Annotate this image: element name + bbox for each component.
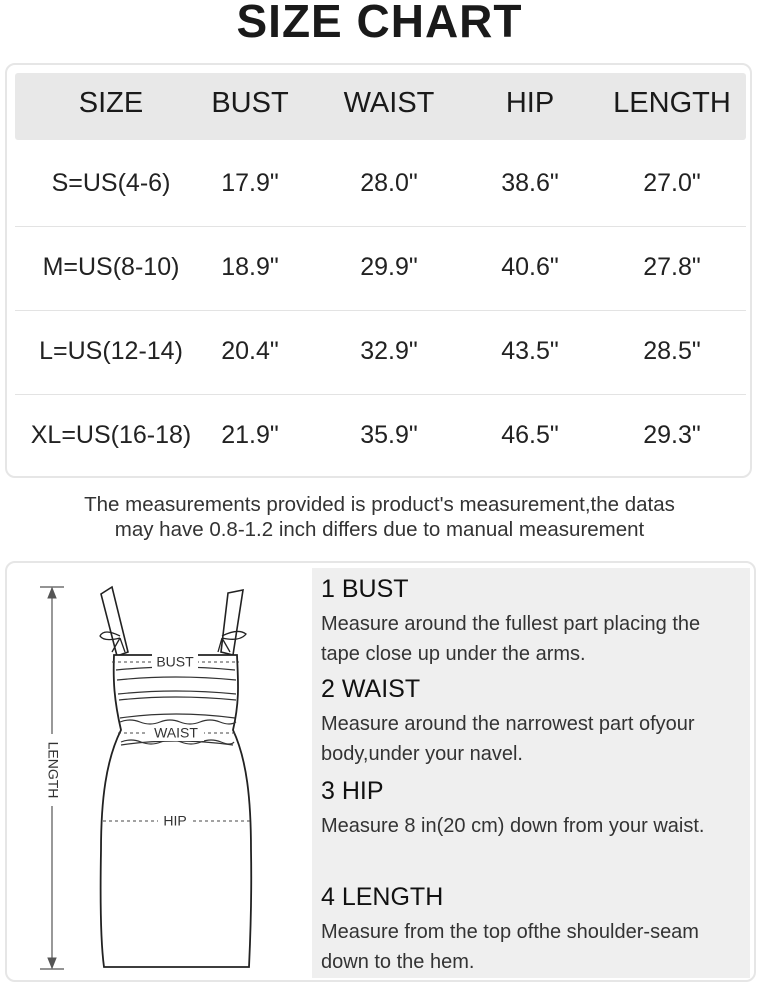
header-bust: BUST (211, 87, 289, 119)
bust-cell: 20.4" (221, 337, 279, 365)
hip-label: HIP (163, 812, 187, 829)
measurement-instructions (312, 568, 750, 978)
bust-instruction (321, 574, 741, 669)
bust-label: BUST (156, 653, 194, 670)
length-cell: 28.5" (643, 337, 701, 365)
waist-label: WAIST (154, 724, 198, 741)
hip-cell: 38.6" (501, 169, 559, 197)
header-size: SIZE (78, 87, 144, 119)
length-cell: 29.3" (643, 421, 701, 449)
size-cell: L=US(12-14) (39, 337, 183, 365)
length-label: LENGTH (45, 741, 62, 799)
hip-instruction (321, 776, 741, 841)
bust-cell: 17.9" (221, 169, 279, 197)
header-hip: HIP (505, 87, 555, 119)
size-cell: XL=US(16-18) (30, 421, 192, 449)
bow-icon (100, 631, 246, 652)
length-instruction (321, 882, 741, 977)
hip-text: Measure 8 in(20 cm) down from your waist. (321, 815, 705, 837)
bust-heading: 1 BUST (321, 575, 409, 603)
waist-text: Measure around the narrowest part ofyour body,under your navel. (321, 713, 695, 765)
hip-cell: 43.5" (501, 337, 559, 365)
header-waist: WAIST (343, 87, 435, 119)
bust-text: Measure around the fullest part placing the tape close up under the arms. (321, 613, 701, 665)
length-heading: 4 LENGTH (321, 883, 444, 911)
waist-cell: 35.9" (360, 421, 418, 449)
length-text: Measure from the top ofthe shoulder-seam down to the hem. (321, 921, 699, 973)
hip-heading: 3 HIP (321, 777, 384, 805)
dress-outline (101, 655, 252, 967)
waist-heading: 2 WAIST (321, 675, 421, 703)
hip-cell: 46.5" (501, 421, 559, 449)
waist-instruction (321, 674, 741, 769)
length-cell: 27.8" (643, 253, 701, 281)
size-cell: M=US(8-10) (42, 253, 180, 281)
dress-diagram (0, 0, 312, 989)
waist-cell: 32.9" (360, 337, 418, 365)
waist-cell: 29.9" (360, 253, 418, 281)
page-title: SIZE CHART (236, 0, 523, 47)
header-length: LENGTH (613, 87, 731, 119)
hip-cell: 40.6" (501, 253, 559, 281)
size-cell: S=US(4-6) (51, 169, 171, 197)
waist-cell: 28.0" (360, 169, 418, 197)
bust-cell: 18.9" (221, 253, 279, 281)
note-line-2: may have 0.8-1.2 inch differs due to manual measurement (114, 518, 645, 541)
length-cell: 27.0" (643, 169, 701, 197)
note-line-1: The measurements provided is product's measurement,the datas (84, 493, 675, 516)
bust-cell: 21.9" (221, 421, 279, 449)
